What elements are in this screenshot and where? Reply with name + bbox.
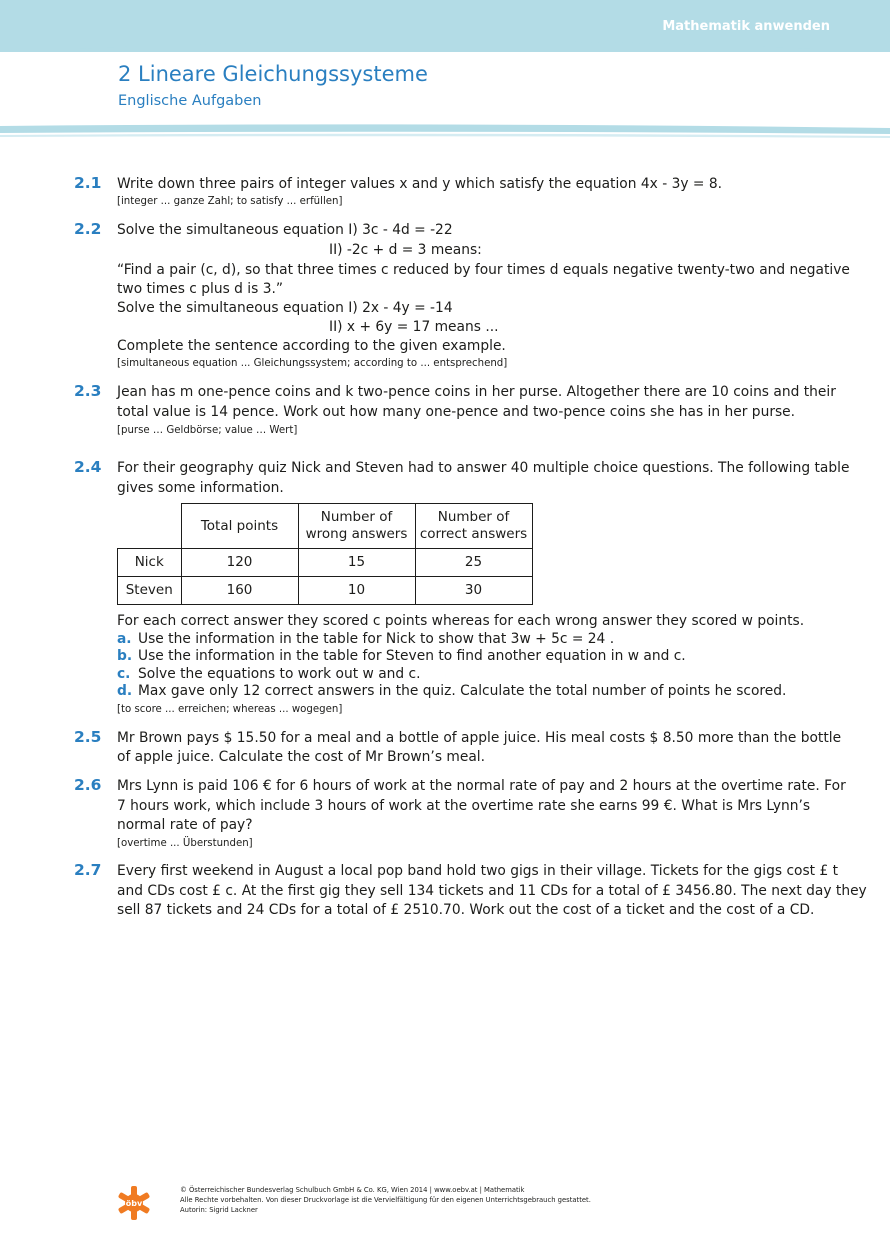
table-cell: Steven — [118, 577, 182, 605]
table-row — [118, 549, 533, 577]
task-text: II) x + 6y = 17 means ... — [329, 319, 499, 335]
task-text: For each correct answer they scored c points whereas for each wrong answer they scored w points. — [117, 613, 805, 629]
task-gloss: [integer ... ganze Zahl; to satisfy ... erfüllen] — [117, 196, 343, 207]
task-number: 2.2 — [74, 220, 102, 238]
task-text: Mrs Lynn is paid 106 € for 6 hours of work at the normal rate of pay and 2 hours at the overtime rate. For — [117, 778, 846, 794]
task-text: “Find a pair (c, d), so that three times c reduced by four times d equals negative twenty-two and negative — [117, 262, 850, 278]
task-text: of apple juice. Calculate the cost of Mr Brown’s meal. — [117, 749, 485, 765]
divider-stripes — [0, 124, 890, 140]
task-number: 2.4 — [74, 458, 102, 476]
task-text: two times c plus d is 3.” — [117, 281, 284, 297]
task-text: gives some information. — [117, 480, 284, 496]
task-text: and CDs cost £ c. At the first gig they sell 134 tickets and 11 CDs for a total of £ 3456.80. The next day they — [117, 883, 867, 899]
subtask: a. Use the information in the table for Nick to show that 3w + 5c = 24 . — [117, 631, 615, 647]
task-text: Jean has m one-pence coins and k two-pence coins in her purse. Altogether there are 10 coins and their — [117, 384, 836, 400]
task-text: Solve the simultaneous equation I) 3c - 4d = -22 — [117, 222, 453, 238]
task-text: Complete the sentence according to the given example. — [117, 338, 506, 354]
task-gloss: [to score ... erreichen; whereas ... wogegen] — [117, 704, 343, 715]
table-cell: 160 — [181, 577, 298, 605]
header-band-curve — [0, 36, 890, 60]
task-number: 2.7 — [74, 861, 102, 879]
section-tag: Mathematik anwenden — [662, 19, 830, 34]
logo-text: öbv — [125, 1199, 143, 1208]
task-text: Write down three pairs of integer values x and y which satisfy the equation 4x - 3y = 8. — [117, 176, 723, 192]
task-text: Solve the simultaneous equation I) 2x - 4y = -14 — [117, 300, 453, 316]
table-cell: 10 — [298, 577, 415, 605]
chapter-title: 2 Lineare Gleichungssysteme — [118, 62, 428, 86]
task-number: 2.3 — [74, 382, 102, 400]
footer-copyright: © Österreichischer Bundesverlag Schulbuch GmbH & Co. KG, Wien 2014 | www.oebv.at | Mathematik Alle Rechte vorbehalten. Von dieser Druckvorlage ist die Vervielfältigung für den eigenen Unterrichtsgebrauch gestattet. Autorin: Sigrid Lackner — [180, 1186, 591, 1214]
table-cell: 30 — [415, 577, 532, 605]
subtask: c. Solve the equations to work out w and c. — [117, 666, 421, 682]
oebv-logo — [116, 1186, 152, 1220]
task-text: Mr Brown pays $ 15.50 for a meal and a bottle of apple juice. His meal costs $ 8.50 more than the bottle — [117, 730, 842, 746]
subtask: d. Max gave only 12 correct answers in the quiz. Calculate the total number of points he scored. — [117, 683, 787, 699]
task-number: 2.5 — [74, 728, 102, 746]
table-header: Number of wrong answers — [298, 504, 415, 549]
table-header: Total points — [181, 504, 298, 549]
task-text: For their geography quiz Nick and Steven had to answer 40 multiple choice questions. The following table — [117, 460, 850, 476]
points-table — [117, 503, 533, 605]
task-text: II) -2c + d = 3 means: — [329, 242, 482, 258]
task-number: 2.1 — [74, 174, 102, 192]
table-cell: 25 — [415, 549, 532, 577]
table-cell: 120 — [181, 549, 298, 577]
task-gloss: [simultaneous equation ... Gleichungssystem; according to ... entsprechend] — [117, 358, 508, 369]
task-gloss: [overtime ... Überstunden] — [117, 838, 253, 849]
table-header: Number of correct answers — [415, 504, 532, 549]
table-row — [118, 577, 533, 605]
table-corner — [118, 504, 182, 549]
table-cell: Nick — [118, 549, 182, 577]
task-text: normal rate of pay? — [117, 817, 253, 833]
chapter-subtitle: Englische Aufgaben — [118, 93, 262, 109]
task-text: Every first weekend in August a local pop band hold two gigs in their village. Tickets for the gigs cost £ t — [117, 863, 839, 879]
task-number: 2.6 — [74, 776, 102, 794]
table-cell: 15 — [298, 549, 415, 577]
task-text: sell 87 tickets and 24 CDs for a total of £ 2510.70. Work out the cost of a ticket and the cost of a CD. — [117, 902, 815, 918]
task-gloss: [purse … Geldbörse; value … Wert] — [117, 425, 298, 436]
subtask: b. Use the information in the table for Steven to find another equation in w and c. — [117, 648, 686, 664]
task-text: 7 hours work, which include 3 hours of work at the overtime rate she earns 99 €. What is Mrs Lynn’s — [117, 798, 811, 814]
task-text: total value is 14 pence. Work out how many one-pence and two-pence coins she has in her purse. — [117, 404, 796, 420]
